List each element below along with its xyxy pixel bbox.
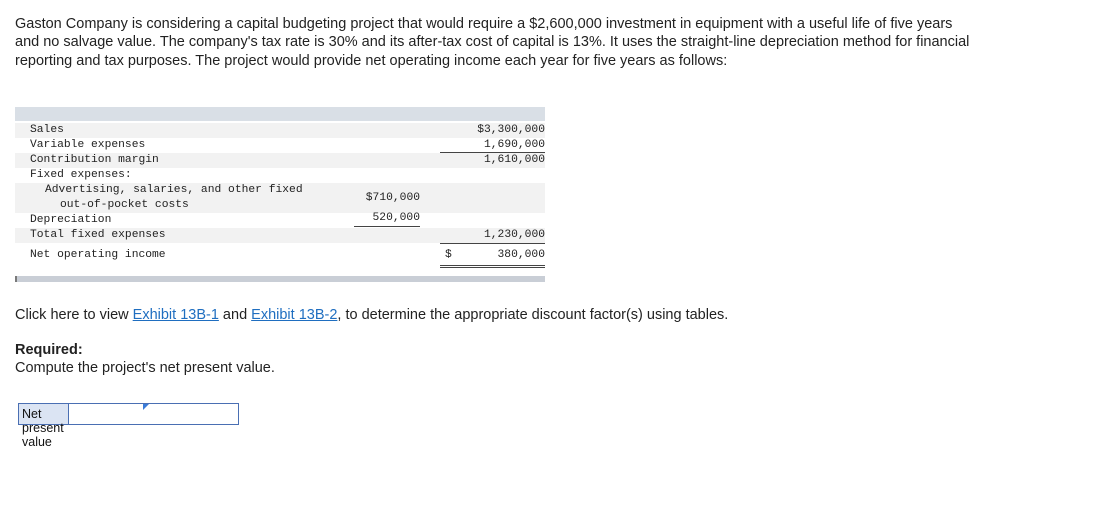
row-value: 1,230,000: [483, 229, 545, 241]
exhibit-middle: and: [218, 307, 252, 323]
exhibit-13b-1-link[interactable]: Exhibit 13B-1: [132, 307, 219, 323]
row-label: Net operating income: [30, 249, 166, 261]
underline: [440, 243, 545, 244]
required-heading: Required:: [15, 342, 83, 358]
exhibit-instructions: [15, 306, 728, 324]
currency-symbol: $: [445, 249, 452, 261]
row-value: 380,000: [497, 249, 545, 261]
table-header-band: [15, 107, 545, 121]
table-row-advertising: [15, 183, 545, 213]
row-value: 1,610,000: [483, 154, 545, 166]
row-label: Advertising, salaries, and other fixed: [45, 184, 303, 196]
row-label: Total fixed expenses: [30, 229, 166, 241]
table-row-variable-expenses: [15, 138, 545, 153]
row-value-group: [440, 249, 545, 261]
npv-answer-row: [18, 403, 239, 449]
row-label: Variable expenses: [30, 139, 146, 151]
income-statement-table: [15, 107, 545, 283]
problem-intro: Gaston Company is considering a capital budgeting project that would require a $2,600,000 investment in equipment with a useful life of five years and no salvage value. The company's tax rate is 30% and its after-tax cost of capital is 13%. It uses the straight-line depreciation method for financial reporting and tax purposes. The project would provide net operating income each year for five years as follows:: [15, 16, 970, 69]
row-label: Fixed expenses:: [30, 169, 132, 181]
row-value: $710,000: [365, 192, 420, 204]
row-label-continued: out-of-pocket costs: [60, 199, 189, 211]
npv-label: Net present value: [19, 404, 69, 424]
table-row-fixed-expenses: [15, 168, 545, 183]
row-label: Contribution margin: [30, 154, 159, 166]
row-value: 520,000: [372, 212, 420, 224]
double-underline-bottom: [440, 267, 545, 268]
row-value: 1,690,000: [483, 139, 545, 151]
input-flag-icon: [143, 404, 149, 410]
exhibit-prefix: Click here to view: [15, 307, 133, 323]
table-row-contribution-margin: [15, 153, 545, 168]
npv-input[interactable]: [69, 404, 238, 424]
double-underline-top: [440, 265, 545, 266]
table-row-depreciation: [15, 213, 545, 228]
exhibit-suffix: , to determine the appropriate discount factor(s) using tables.: [337, 307, 729, 323]
table-footer-band: [15, 276, 545, 282]
table-row-sales: [15, 123, 545, 138]
table-row-total-fixed-expenses: [15, 228, 545, 243]
row-label: Depreciation: [30, 214, 112, 226]
row-value: $3,300,000: [477, 124, 545, 136]
required-text: Compute the project's net present value.: [15, 360, 275, 376]
exhibit-13b-2-link[interactable]: Exhibit 13B-2: [251, 307, 338, 323]
row-label: Sales: [30, 124, 64, 136]
table-footer-tick: [15, 276, 17, 282]
